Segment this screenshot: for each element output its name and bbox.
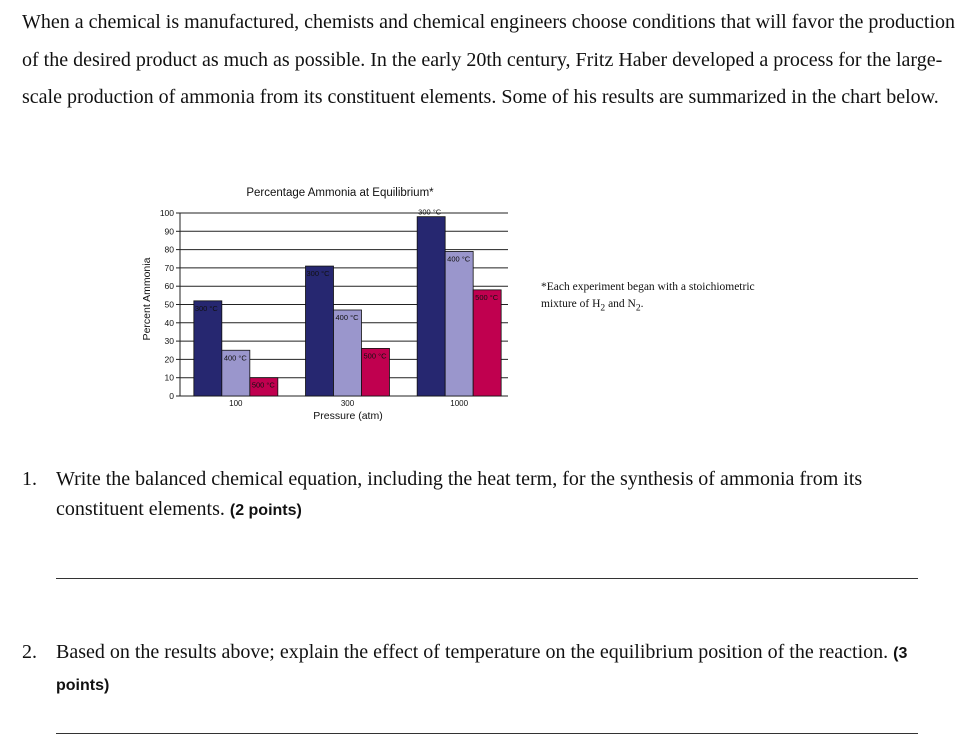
y-tick-label: 20 xyxy=(164,354,174,365)
chart-xlabel: Pressure (atm) xyxy=(313,410,383,422)
bar-label: 400 °C xyxy=(335,312,359,322)
bar xyxy=(194,301,222,396)
bar-label: 500 °C xyxy=(475,292,499,302)
question-2-text: Based on the results above; explain the effect of temperature on the equilibrium position of the reaction. xyxy=(56,641,889,663)
bar xyxy=(306,266,334,396)
ammonia-equilibrium-chart xyxy=(134,176,508,428)
question-2 xyxy=(22,637,952,701)
intro-paragraph: When a chemical is manufactured, chemists and chemical engineers choose conditions that will favor the production of the desired product as much as possible. In the early 20th century, Fritz Haber developed a process for the large-scale production of ammonia from its constituent elements. Some of his results are summarized in the chart below. xyxy=(22,11,956,108)
bar-label: 500 °C xyxy=(251,380,275,390)
bar xyxy=(334,310,362,396)
bar-label: 300 °C xyxy=(306,269,330,279)
answer-line-2[interactable] xyxy=(56,733,918,734)
question-2-number: 2. xyxy=(22,641,37,663)
question-2-points: (3 points) xyxy=(56,645,908,694)
question-1-number: 1. xyxy=(22,468,37,490)
answer-line-1[interactable] xyxy=(56,578,918,579)
y-tick-label: 50 xyxy=(164,299,174,310)
chart-ylabel: Percent Ammonia xyxy=(141,257,153,341)
y-tick-label: 100 xyxy=(159,208,174,218)
chart-title: Percentage Ammonia at Equilibrium* xyxy=(246,187,434,199)
x-tick-label: 300 xyxy=(340,399,355,408)
bar xyxy=(417,217,445,396)
bar-label: 300 °C xyxy=(194,303,218,313)
y-tick-label: 10 xyxy=(164,372,174,383)
x-tick-label: 1000 xyxy=(450,399,469,408)
question-1-text: Write the balanced chemical equation, including the heat term, for the synthesis of ammonia from its constituent elements. xyxy=(56,468,863,520)
chart-footnote xyxy=(541,279,781,316)
x-tick-label: 100 xyxy=(229,399,243,408)
bar-label: 400 °C xyxy=(447,254,471,264)
bar-label: 300 °C xyxy=(418,207,442,217)
y-tick-label: 30 xyxy=(164,336,174,347)
bar xyxy=(473,290,501,396)
y-tick-label: 0 xyxy=(169,391,174,401)
question-1 xyxy=(22,464,952,526)
y-tick-label: 70 xyxy=(164,262,174,273)
bar xyxy=(445,251,473,396)
y-tick-label: 90 xyxy=(164,226,174,237)
footnote-line-1: *Each experiment began with a stoichiometric xyxy=(541,281,755,293)
y-tick-label: 40 xyxy=(164,317,174,328)
bar-label: 500 °C xyxy=(363,351,387,361)
chart-canvas xyxy=(134,176,508,428)
y-tick-label: 60 xyxy=(164,281,174,292)
question-1-points: (2 points) xyxy=(229,502,302,519)
y-tick-label: 80 xyxy=(164,244,174,255)
footnote-line-2: mixture of $H_2$ and $N_2$. xyxy=(541,298,644,314)
bar-label: 400 °C xyxy=(223,353,247,363)
